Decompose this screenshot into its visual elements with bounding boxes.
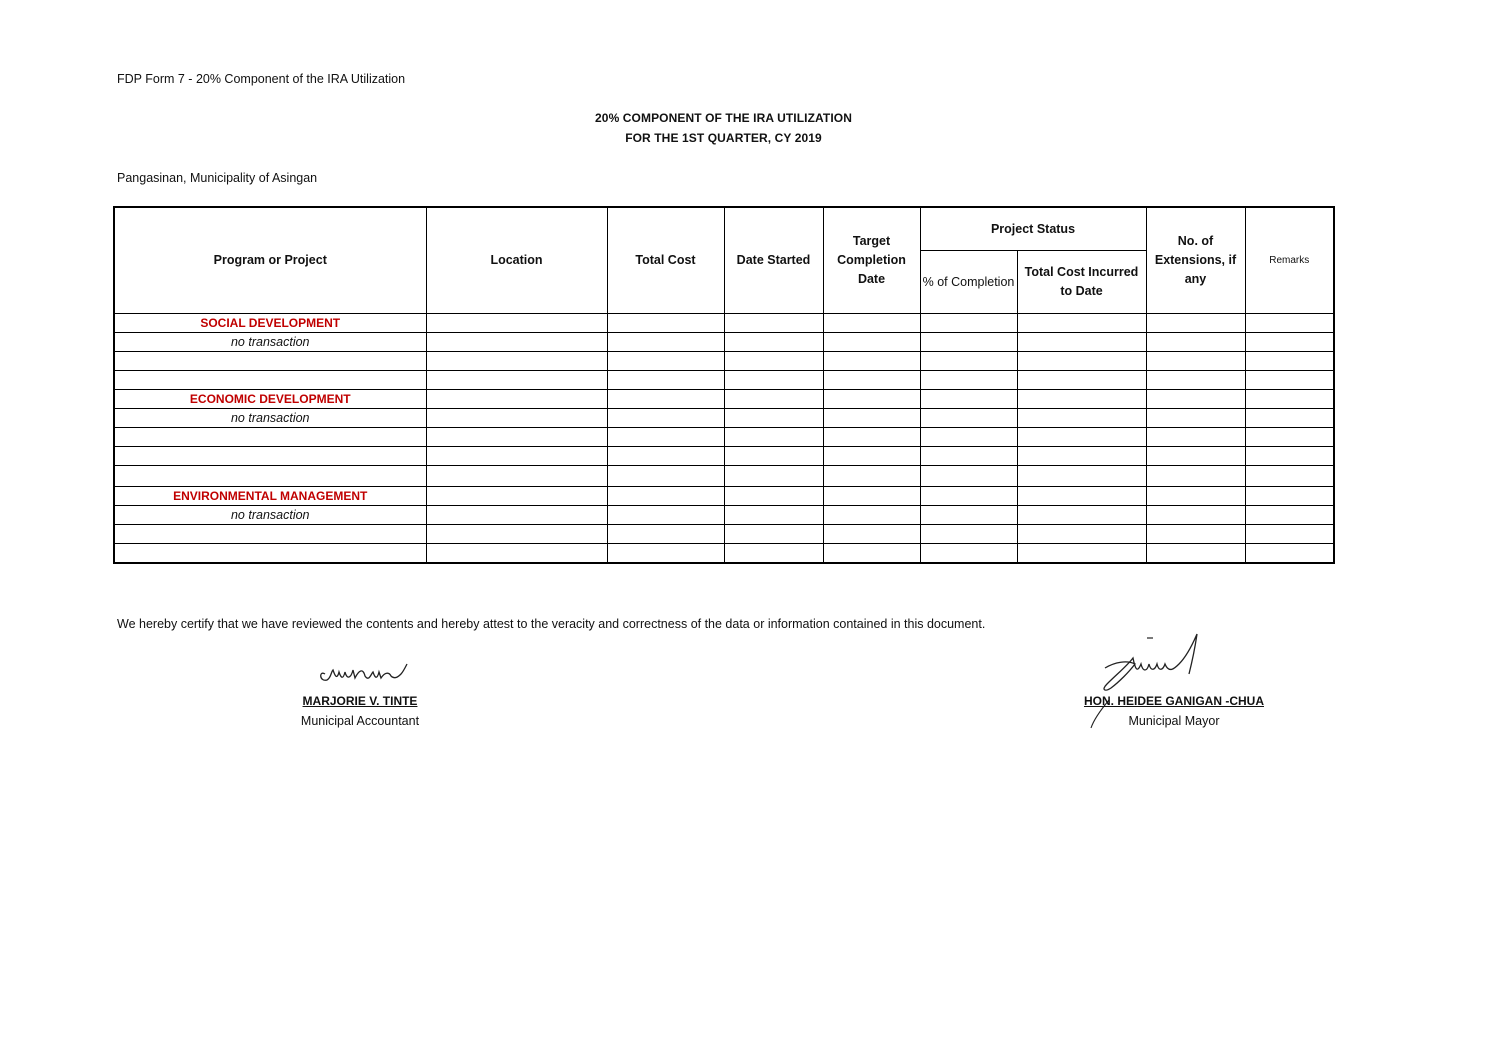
table-row	[114, 506, 1334, 525]
table-row	[114, 333, 1334, 352]
mayor-position: Municipal Mayor	[1128, 714, 1220, 728]
table-row	[114, 409, 1334, 428]
form-code: FDP Form 7 - 20% Component of the IRA Utilization	[117, 72, 406, 86]
header-target-completion: Target Completion Date	[823, 207, 920, 314]
document-title: 20% COMPONENT OF THE IRA UTILIZATION	[595, 111, 852, 125]
table-row	[114, 428, 1334, 447]
accountant-signature	[315, 660, 410, 688]
header-project-status: Project Status	[920, 207, 1146, 251]
certification-statement: We hereby certify that we have reviewed the contents and hereby attest to the veracity and correctness of the data or information contained in this document.	[117, 617, 986, 631]
no-transaction-note: no transaction	[114, 506, 426, 525]
table-row	[114, 314, 1334, 333]
document-period: FOR THE 1ST QUARTER, CY 2019	[625, 131, 822, 145]
table-row	[114, 544, 1334, 564]
header-program: Program or Project	[114, 207, 426, 314]
table-row	[114, 352, 1334, 371]
table-row	[114, 390, 1334, 409]
lgu-name: Pangasinan, Municipality of Asingan	[117, 171, 318, 185]
mayor-name: HON. HEIDEE GANIGAN -CHUA	[1083, 694, 1264, 708]
table-row	[114, 466, 1334, 487]
header-remarks: Remarks	[1245, 207, 1334, 314]
table-row	[114, 487, 1334, 506]
header-total-cost: Total Cost	[607, 207, 724, 314]
table-row	[114, 525, 1334, 544]
header-date-started: Date Started	[724, 207, 823, 314]
category-environmental: ENVIRONMENTAL MANAGEMENT	[114, 487, 426, 506]
header-pct-completion: % of Completion	[920, 251, 1017, 314]
accountant-position: Municipal Accountant	[300, 714, 420, 728]
header-cost-incurred: Total Cost Incurred to Date	[1017, 251, 1146, 314]
ira-utilization-table	[113, 206, 1335, 564]
no-transaction-note: no transaction	[114, 409, 426, 428]
table-row	[114, 447, 1334, 466]
table-row	[114, 371, 1334, 390]
header-extensions: No. of Extensions, if any	[1146, 207, 1245, 314]
category-social: SOCIAL DEVELOPMENT	[114, 314, 426, 333]
no-transaction-note: no transaction	[114, 333, 426, 352]
accountant-name: MARJORIE V. TINTE	[302, 694, 418, 708]
header-location: Location	[426, 207, 607, 314]
category-economic: ECONOMIC DEVELOPMENT	[114, 390, 426, 409]
